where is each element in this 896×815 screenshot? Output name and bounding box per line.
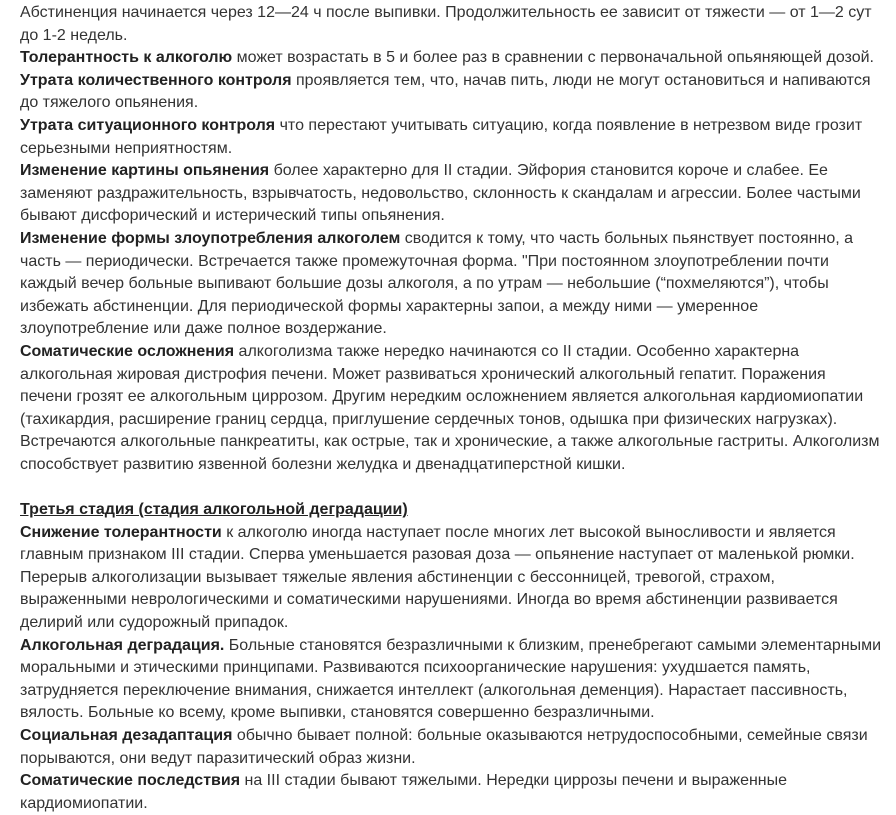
term-tolerance-decrease: Снижение толерантности bbox=[20, 523, 222, 541]
text-tolerance-decrease: к алкоголю иногда наступает после многих лет высокой выносливости и является главным признаком III стадии. Сперва уменьшается разовая доза — опьянение наступает от маленькой рюмки. Перерыв алкоголизации вызывает тяжелые явления абстиненции с бессонницей, тревогой, страхом, выраженными неврологическими и соматическими нарушениями. Иногда во время абстиненции развивается делирий или судорожный припадок. bbox=[20, 523, 855, 632]
text-situational-control: что перестают учитывать ситуацию, когда появление в нетрезвом виде грозит серьезными неприятностям. bbox=[20, 116, 863, 157]
text-quantitative-control: проявляется тем, что, начав пить, люди не могут остановиться и напиваются до тяжелого опьянения. bbox=[20, 71, 871, 112]
section-title-stage3: Третья стадия (стадия алкогольной деградации) bbox=[20, 501, 408, 519]
paragraph-somatic-complications bbox=[20, 341, 882, 477]
paragraph-degradation bbox=[20, 635, 882, 725]
paragraph-social-maladaptation bbox=[20, 725, 882, 770]
term-quantitative-control: Утрата количественного контроля bbox=[20, 71, 292, 89]
paragraph-tolerance bbox=[20, 47, 882, 70]
term-somatic-consequences: Соматические последствия bbox=[20, 772, 241, 790]
text-degradation: Больные становятся безразличными к близким, пренебрегают самыми элементарными моральными и этическими принципами. Развиваются психоорганические нарушения: ухудшается память, затрудняется переключение внимания, снижается интеллект (алкогольная деменция). Нарастает пассивность, вялость. Больные ко всему, кроме выпивки, становятся совершенно безразличными. bbox=[20, 636, 882, 722]
article-body bbox=[20, 2, 882, 815]
section-spacer bbox=[20, 476, 882, 499]
paragraph-abuse-form bbox=[20, 228, 882, 341]
term-abuse-form: Изменение формы злоупотребления алкоголем bbox=[20, 229, 401, 247]
text-social-maladaptation: обычно бывает полной: больные оказываются нетрудоспособными, семейные связи порываются, они ведут паразитический образ жизни. bbox=[20, 727, 868, 767]
text-somatic-consequences: на III стадии бывают тяжелыми. Нередки циррозы печени и выраженные кардиомиопатии. bbox=[20, 772, 788, 812]
paragraph-intoxication-change bbox=[20, 160, 882, 228]
text-somatic-complications: алкоголизма также нередко начинаются со II стадии. Особенно характерна алкогольная жировая дистрофия печени. Может развиваться хронический алкогольный гепатит. Поражения печени грозят ее алкогольным циррозом. Другим нередким осложнением является алкогольная кардиомиопатии (тахикардия, расширение границ сердца, приглушение сердечных тонов, одышка при физических нагрузках). Встречаются алкогольные панкреатиты, как острые, так и хронические, а также алкогольные гастриты. Алкоголизм способствует развитию язвенной болезни желудка и двенадцатиперстной кишки. bbox=[20, 342, 880, 473]
paragraph-quantitative-control bbox=[20, 70, 882, 115]
paragraph-tolerance-decrease bbox=[20, 522, 882, 635]
intro-paragraph: Абстиненция начинается через 12—24 ч после выпивки. Продолжительность ее зависит от тяжести — от 1—2 сут до 1-2 недель. bbox=[20, 4, 872, 44]
paragraph-somatic-consequences bbox=[20, 770, 882, 815]
term-tolerance: Толерантность к алкоголю bbox=[20, 49, 233, 67]
text-abuse-form: сводится к тому, что часть больных пьянствует постоянно, а часть — периодически. Встречается также промежуточная форма. "При постоянном злоупотреблении почти каждый вечер больные выпивают большие дозы алкоголя, а по утрам — небольшие (“похмеляются”), чтобы избежать абстиненции. Для периодической формы характерны запои, а между ними — умеренное злоупотребление или даже полное воздержание. bbox=[20, 229, 854, 338]
term-social-maladaptation: Социальная дезадаптация bbox=[20, 727, 233, 744]
paragraph-situational-control bbox=[20, 115, 882, 160]
text-intoxication-change: более характерно для II стадии. Эйфория становится короче и слабее. Ее заменяют раздражительность, взрывчатость, недовольство, склонность к скандалам и агрессии. Более частыми бывают дисфорический и истерический типы опьянения. bbox=[20, 162, 861, 225]
text-tolerance: может возрастать в 5 и более раз в сравнении с первоначальной опьяняющей дозой. bbox=[232, 49, 874, 67]
term-situational-control: Утрата ситуационного контроля bbox=[20, 116, 276, 134]
term-degradation: Алкогольная деградация. bbox=[20, 636, 225, 654]
term-intoxication-change: Изменение картины опьянения bbox=[20, 162, 270, 180]
term-somatic-complications: Соматические осложнения bbox=[20, 342, 235, 360]
